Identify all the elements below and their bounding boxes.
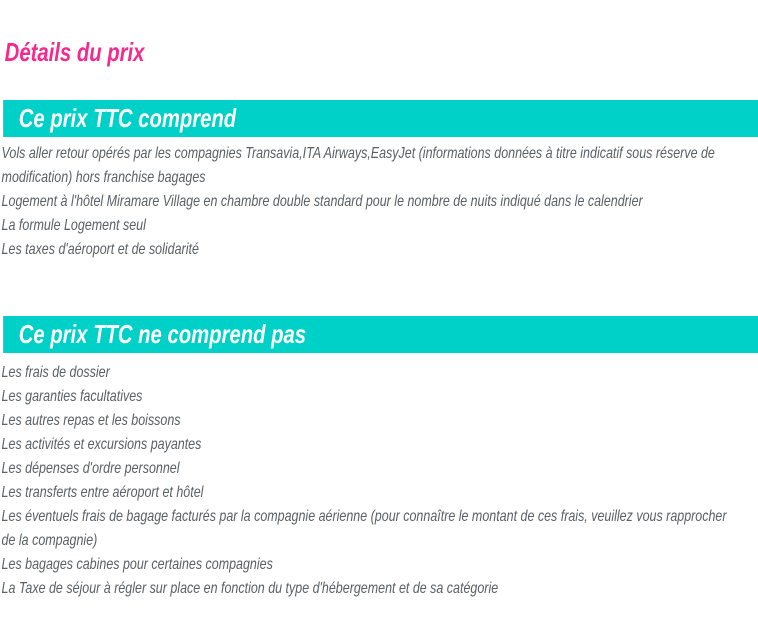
price-included-item: Logement à l'hôtel Miramare Village en chambre double standard pour le nombre de nuits indiqué dans le calendrier <box>1 193 643 210</box>
price-included-item: La formule Logement seul <box>1 217 146 234</box>
price-excluded-item: Les garanties facultatives <box>1 388 143 405</box>
section-heading-not-included: Ce prix TTC ne comprend pas <box>3 316 758 353</box>
price-excluded-item: Les frais de dossier <box>1 364 110 381</box>
price-included-item: Les taxes d'aéroport et de solidarité <box>1 241 199 258</box>
price-excluded-item: La Taxe de séjour à régler sur place en fonction du type d'hébergement et de sa catégorie <box>1 580 499 597</box>
excluded-items-list <box>2 361 739 601</box>
section-heading-included: Ce prix TTC comprend <box>3 100 758 137</box>
price-excluded-item: Les transferts entre aéroport et hôtel <box>1 484 204 501</box>
included-items-list <box>2 142 739 262</box>
price-excluded-item: Les éventuels frais de bagage facturés par la compagnie aérienne (pour connaître le montant de ces frais, veuillez vous rapprocher de la compagnie) <box>1 508 727 549</box>
price-excluded-item: Les autres repas et les boissons <box>1 412 181 429</box>
price-excluded-item: Les dépenses d'ordre personnel <box>1 460 180 477</box>
price-excluded-item: Les bagages cabines pour certaines compagnies <box>1 556 273 573</box>
page-title: Détails du prix <box>4 37 145 68</box>
price-excluded-item: Les activités et excursions payantes <box>1 436 202 453</box>
price-included-item: Vols aller retour opérés par les compagnies Transavia,ITA Airways,EasyJet (informations données à titre indicatif sous réserve de modification) hors franchise bagages <box>1 145 715 186</box>
